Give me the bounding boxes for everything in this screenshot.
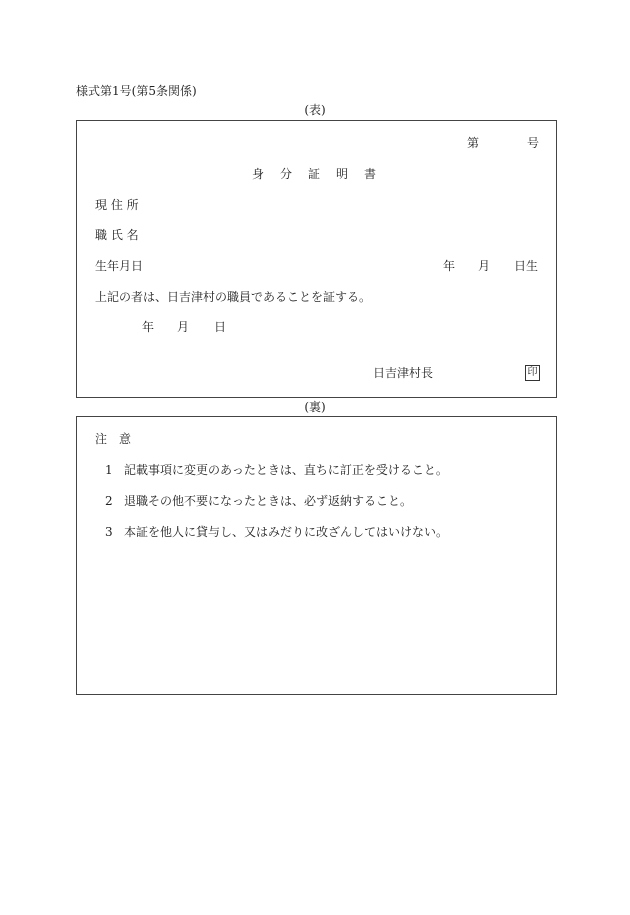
notice-heading: 注 意 (95, 432, 132, 446)
number-suffix: 号 (527, 136, 540, 150)
address-label: 現 住 所 (95, 198, 139, 212)
issuer: 日吉津村長 (373, 366, 434, 380)
back-side-label: (裏) (304, 400, 326, 414)
issue-day: 日 (214, 320, 227, 334)
seal-mark: 印 (525, 365, 540, 381)
certification-statement: 上記の者は、日吉津村の職員であることを証する。 (95, 290, 372, 304)
position-name-label: 職 氏 名 (95, 228, 139, 242)
birth-month: 月 (478, 259, 491, 273)
note-number: 1 (105, 463, 113, 477)
note-text: 記載事項に変更のあったときは、直ちに訂正を受けること。 (124, 463, 448, 477)
note-number: 2 (105, 494, 113, 508)
note-number: 3 (105, 525, 113, 539)
note-text: 退職その他不要になったときは、必ず返納すること。 (124, 494, 413, 508)
issue-year: 年 (142, 320, 155, 334)
birthdate-label: 生年月日 (95, 259, 144, 273)
back-card (76, 416, 557, 695)
front-side-label: (表) (304, 103, 326, 117)
document-title: 身 分 証 明 書 (251, 167, 379, 181)
number-prefix: 第 (467, 136, 480, 150)
birth-year: 年 (443, 259, 456, 273)
note-text: 本証を他人に貸与し、又はみだりに改ざんしてはいけない。 (124, 525, 449, 539)
issue-month: 月 (177, 320, 190, 334)
form-label: 様式第1号(第5条関係) (76, 84, 197, 98)
birth-day: 日生 (514, 259, 539, 273)
